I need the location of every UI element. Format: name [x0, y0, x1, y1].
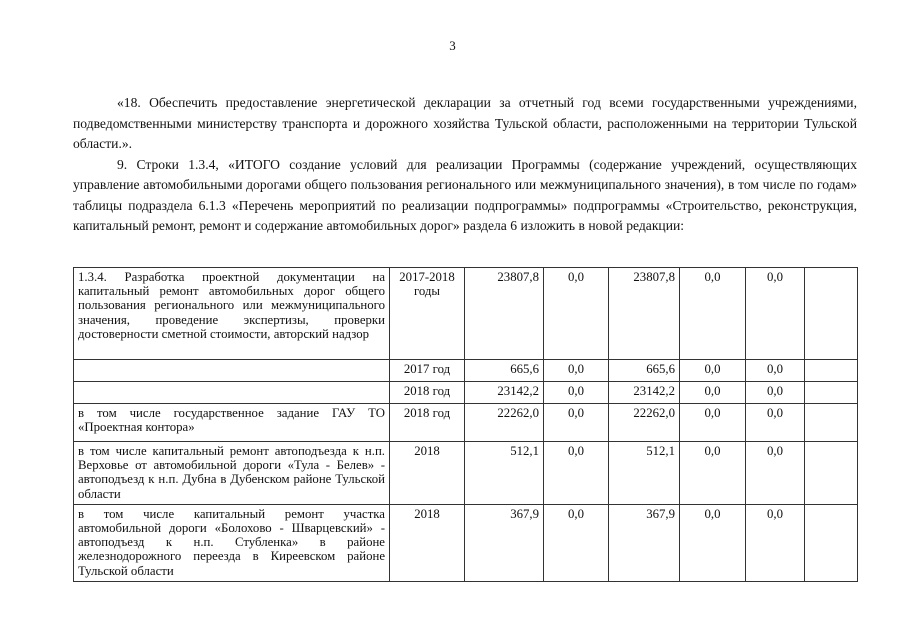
- row-value-cell: 0,0: [544, 382, 609, 404]
- row-value-cell: 0,0: [544, 442, 609, 505]
- row-value-cell: [805, 268, 858, 360]
- row-name-cell: 1.3.4. Разработка проектной документации на капитальный ремонт автомобильных дорог общего пользования регионального или межмуниципального значения, проведение экспертизы, проверки достоверности сметной стоимости, авторский надзор: [74, 268, 390, 360]
- row-total-cell: 367,9: [465, 504, 544, 581]
- row-year-cell: 2017 год: [390, 360, 465, 382]
- document-body: [73, 93, 857, 237]
- paragraph-9: 9. Строки 1.3.4, «ИТОГО создание условий для реализации Программы (содержание учреждений, осуществляющих управление автомобильными дорогами общего пользования регионального или межмуниципального значения), в том числе по годам» таблицы подраздела 6.1.3 «Перечень мероприятий по реализации подпрограммы» подпрограммы «Строительство, реконструкция, капитальный ремонт, ремонт и содержание автомобильных дорог» раздела 6 изложить в новой редакции:: [73, 156, 857, 233]
- row-value-cell: 665,6: [609, 360, 680, 382]
- table-row: [74, 504, 858, 581]
- row-value-cell: 0,0: [746, 442, 805, 505]
- table-row: [74, 268, 858, 360]
- row-value-cell: [805, 360, 858, 382]
- row-year-cell: 2018 год: [390, 382, 465, 404]
- table-row: [74, 382, 858, 404]
- row-name-cell: в том числе капитальный ремонт автоподъезда к н.п. Верховье от автомобильной дороги «Тула - Белев» - автоподъезд к н.п. Дубна в Дубенском районе Тульской области: [74, 442, 390, 505]
- row-year-cell: 2017-2018 годы: [390, 268, 465, 360]
- row-year-cell: 2018: [390, 504, 465, 581]
- row-value-cell: [805, 404, 858, 442]
- row-value-cell: 0,0: [544, 504, 609, 581]
- row-value-cell: 0,0: [746, 268, 805, 360]
- row-value-cell: 22262,0: [609, 404, 680, 442]
- row-total-cell: 512,1: [465, 442, 544, 505]
- table-row: [74, 442, 858, 505]
- row-value-cell: 0,0: [680, 382, 746, 404]
- row-value-cell: 0,0: [746, 504, 805, 581]
- row-name-cell: в том числе государственное задание ГАУ ТО «Проектная контора»: [74, 404, 390, 442]
- row-value-cell: 0,0: [680, 504, 746, 581]
- row-value-cell: [805, 504, 858, 581]
- row-value-cell: 23142,2: [609, 382, 680, 404]
- row-value-cell: 367,9: [609, 504, 680, 581]
- row-value-cell: 0,0: [680, 268, 746, 360]
- row-year-cell: 2018: [390, 442, 465, 505]
- row-total-cell: 23807,8: [465, 268, 544, 360]
- row-value-cell: [805, 382, 858, 404]
- paragraph-18: «18. Обеспечить предоставление энергетической декларации за отчетный год всеми государственными учреждениями, подведомственными министерству транспорта и дорожного хозяйства Тульской области, расположенными на территории Тульской области.».: [73, 95, 857, 151]
- row-name-cell: в том числе капитальный ремонт участка автомобильной дороги «Болохово - Шварцевский» - автоподъезд к н.п. Стубленка» в районе железнодорожного переезда в Киреевском районе Тульской области: [74, 504, 390, 581]
- row-value-cell: 0,0: [746, 382, 805, 404]
- row-value-cell: 0,0: [680, 442, 746, 505]
- row-name-cell: [74, 382, 390, 404]
- row-year-cell: 2018 год: [390, 404, 465, 442]
- row-value-cell: 23807,8: [609, 268, 680, 360]
- row-value-cell: 0,0: [680, 404, 746, 442]
- row-value-cell: 0,0: [544, 268, 609, 360]
- measures-table: [73, 267, 858, 582]
- row-total-cell: 22262,0: [465, 404, 544, 442]
- row-value-cell: 512,1: [609, 442, 680, 505]
- row-value-cell: 0,0: [746, 404, 805, 442]
- row-value-cell: 0,0: [746, 360, 805, 382]
- table-row: [74, 404, 858, 442]
- row-total-cell: 665,6: [465, 360, 544, 382]
- table-row: [74, 360, 858, 382]
- row-total-cell: 23142,2: [465, 382, 544, 404]
- row-value-cell: 0,0: [544, 404, 609, 442]
- row-value-cell: 0,0: [544, 360, 609, 382]
- page-number: 3: [449, 38, 456, 53]
- row-value-cell: [805, 442, 858, 505]
- row-name-cell: [74, 360, 390, 382]
- row-value-cell: 0,0: [680, 360, 746, 382]
